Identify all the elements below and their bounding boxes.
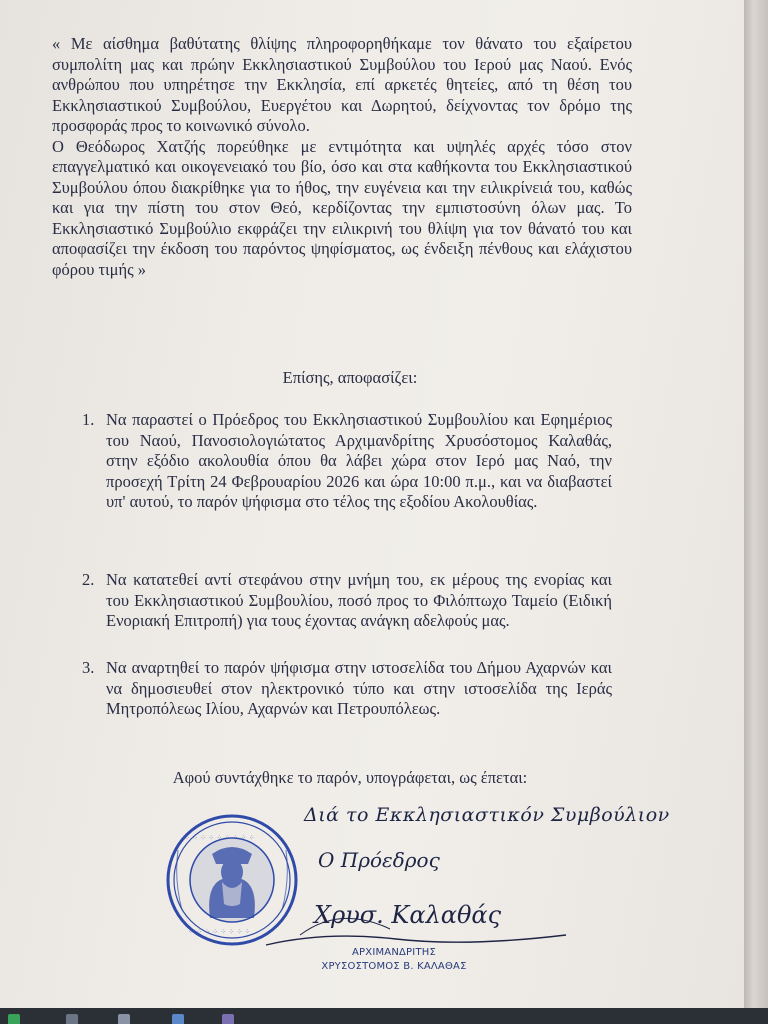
intro-text [52,34,632,280]
screen-bezel [744,0,768,1008]
item-text: Να κατατεθεί αντί στεφάνου στην μνήμη του, εκ μέρους της ενορίας και του Εκκλησιαστικού Συμβουλίου, ποσό προς το Φιλόπτωχο Ταμείο (Ειδική Ενοριακή Επιτροπή) για τους έχοντας ανάγκη αδελφούς μας. [106,570,612,630]
closing-line: Αφού συντάχθηκε το παρόν, υπογράφεται, ως έπεται: [172,768,528,787]
intro-paragraph-1: « Με αίσθημα βαθύτατης θλίψης πληροφορηθήκαμε τον θάνατο του εξαίρετου συμπολίτη μας και πρώην Εκκλησιαστικού Συμβούλου του Ιερού μας Ναού. Ενός ανθρώπου που υπηρέτησε την Εκκλησία, επί αρκετές θητείες, από τη θέση του Εκκλησιαστικού Συμβούλου, Ευεργέτου και Δωρητού, δείχνοντας τον δρόμο της προσφοράς προς το κοινωνικό σύνολο. [52,34,632,135]
svg-text:Διά το Εκκλησιαστικόν Συμβούλι: Διά το Εκκλησιαστικόν Συμβούλιον [304,804,670,826]
stamp-title: ΑΡΧΙΜΑΝΔΡΙΤΗΣ [352,947,436,958]
taskbar-app-icon[interactable] [118,1014,130,1024]
resolve-heading: Επίσης, αποφασίζει: [282,368,418,387]
taskbar-app-icon[interactable] [172,1014,184,1024]
intro-paragraph-2: Ο Θεόδωρος Χατζής πορεύθηκε με εντιμότητα και υψηλές αρχές τόσο στον επαγγελματικό και οικογενειακό του βίο, όσο και στα καθήκοντα του Εκκλησιαστικού Συμβούλου όπου διακρίθηκε για το ήθος, την ευγένεια και την ειλικρίνειά του, καθώς και για την πίστη του στον Θεό, κερδίζοντας την εμπιστοσύνη όλων μας. Το Εκκλησιαστικό Συμβούλιο εκφράζει την ειλικρινή του θλίψη για τον θάνατό του και αποφασίζει την έκδοση του παρόντος ψηφίσματος, ως ένδειξη πένθους και ελάχιστου φόρου τιμής » [52,136,632,279]
taskbar [0,1008,768,1024]
resolution-item [82,658,612,720]
svg-text:Χρυσ. Καλαθάς: Χρυσ. Καλαθάς [314,901,502,929]
svg-text:⁘ ⁘ ⁘ ⁘ ⁘ ⁘ ⁘ ⁘: ⁘ ⁘ ⁘ ⁘ ⁘ ⁘ ⁘ ⁘ [188,928,251,936]
svg-text:⁘ ⁘ ⁘ ⁘ ⁘ ⁘ ⁘ ⁘ ⁘: ⁘ ⁘ ⁘ ⁘ ⁘ ⁘ ⁘ ⁘ ⁘ [184,834,255,842]
signature-stamp [294,946,494,974]
handwritten-signature [260,795,670,955]
taskbar-app-icon[interactable] [222,1014,234,1024]
resolution-item [82,570,612,632]
taskbar-app-icon[interactable] [8,1014,20,1024]
item-number: 1. [82,410,95,429]
stamp-name: ΧΡΥΣΟΣΤΟΜΟΣ Β. ΚΑΛΑΘΑΣ [321,961,467,972]
resolution-item [82,410,612,513]
item-number: 3. [82,658,95,677]
taskbar-app-icon[interactable] [66,1014,78,1024]
item-text: Να παραστεί ο Πρόεδρος του Εκκλησιαστικού Συμβουλίου και Εφημέριος του Ναού, Πανοσιολογιώτατος Αρχιμανδρίτης Χρυσόστομος Καλαθάς, στην εξόδιο ακολουθία όπου θα λάβει χώρα στον Ιερό μας Ναό, την προσεχή Τρίτη 24 Φεβρουαρίου 2026 και ώρα 10:00 π.μ., και να διαβαστεί υπ' αυτού, το παρόν ψήφισμα στο τέλος της εξοδίου Ακολουθίας. [106,410,612,511]
svg-text:Ο Πρόεδρος: Ο Πρόεδρος [318,848,440,872]
item-text: Να αναρτηθεί το παρόν ψήφισμα στην ιστοσελίδα του Δήμου Αχαρνών και να δημοσιευθεί στον ηλεκτρονικό τύπο και στην ιστοσελίδα της Ιεράς Μητροπόλεως Ιλίου, Αχαρνών και Πετρουπόλεως. [106,658,612,718]
item-number: 2. [82,570,95,589]
